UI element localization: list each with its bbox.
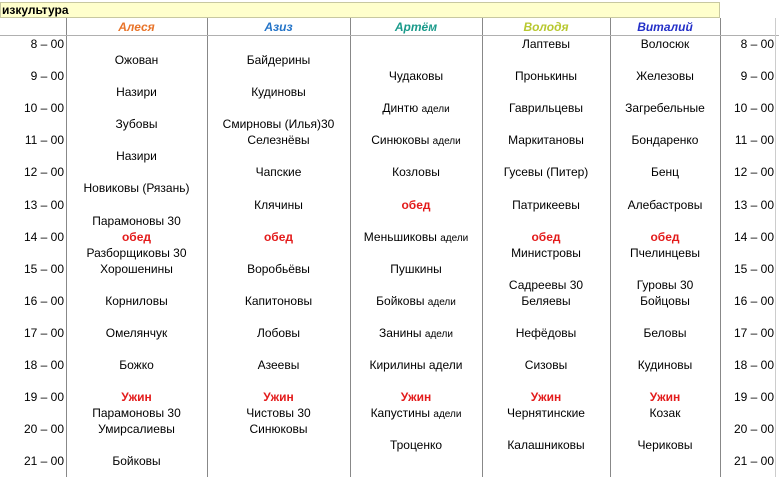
entry-name: Бондаренко xyxy=(631,133,699,148)
entry-name: Кудиновы xyxy=(251,85,306,100)
time-label-right[interactable]: 11 – 00 xyxy=(734,133,774,148)
schedule-entry[interactable] xyxy=(66,453,207,469)
entry-name: обед xyxy=(263,229,294,244)
entry-name: Бойковы xyxy=(112,454,161,469)
time-label-right[interactable]: 9 – 00 xyxy=(740,69,774,84)
schedule-entry[interactable] xyxy=(207,229,350,245)
entry-name: Парамоновы 30 xyxy=(92,406,181,421)
entry-name: обед xyxy=(531,229,561,244)
entry-name: Козловы xyxy=(392,165,440,180)
entry-note: адели xyxy=(421,104,450,116)
time-label[interactable]: 12 – 00 xyxy=(23,165,64,180)
time-label[interactable]: 20 – 00 xyxy=(23,422,64,437)
schedule-entry[interactable] xyxy=(482,405,610,421)
schedule-entry[interactable] xyxy=(207,405,350,421)
time-label-right[interactable]: 18 – 00 xyxy=(733,358,774,372)
entry-name: Гаврильцевы xyxy=(509,101,583,116)
entry-name: Пчелинцевы xyxy=(630,245,700,260)
entry-name: Синюковы xyxy=(249,422,308,437)
schedule-entry[interactable] xyxy=(610,437,720,453)
schedule-entry[interactable] xyxy=(482,229,610,245)
entry-name: Троценко xyxy=(389,438,443,453)
entry-name: Новиковы (Рязань) xyxy=(83,181,190,196)
entry-name: Занины xyxy=(379,325,422,340)
entry-name: Загребельные xyxy=(625,101,705,116)
schedule-entry[interactable] xyxy=(482,277,610,293)
schedule-entry[interactable] xyxy=(610,197,720,213)
entry-note: адели xyxy=(432,136,461,148)
column-header-4[interactable]: Володя xyxy=(523,20,569,34)
column-divider xyxy=(720,18,721,477)
entry-name: Сизовы xyxy=(524,358,568,372)
entry-note: адели xyxy=(427,296,456,308)
schedule-entry[interactable] xyxy=(610,325,720,341)
entry-name: Ужин xyxy=(530,390,562,405)
time-label-right[interactable]: 8 – 00 xyxy=(740,37,774,51)
schedule-entry[interactable] xyxy=(350,100,482,116)
schedule-entry[interactable] xyxy=(610,389,720,405)
schedule-entry[interactable] xyxy=(66,325,207,341)
schedule-entry[interactable] xyxy=(66,148,207,164)
time-label[interactable]: 19 – 00 xyxy=(23,390,64,405)
schedule-entry[interactable] xyxy=(610,293,720,309)
time-label[interactable]: 18 – 00 xyxy=(23,358,64,372)
schedule-entry[interactable] xyxy=(207,116,350,132)
entry-name: Нефёдовы xyxy=(515,325,577,340)
entry-name: Назири xyxy=(116,85,157,100)
time-label[interactable]: 11 – 00 xyxy=(24,133,64,148)
schedule-entry[interactable] xyxy=(350,197,482,213)
schedule-entry[interactable] xyxy=(482,245,610,261)
time-label[interactable]: 8 – 00 xyxy=(30,37,64,51)
entry-name: Азеевы xyxy=(257,358,300,372)
entry-name: Чапские xyxy=(255,165,302,180)
schedule-entry[interactable] xyxy=(66,213,207,229)
entry-name: Хорошенины xyxy=(100,261,173,276)
entry-name: Ожован xyxy=(114,53,159,68)
entry-name: Беляевы xyxy=(521,293,571,308)
schedule-entry[interactable] xyxy=(207,389,350,405)
schedule-entry[interactable] xyxy=(350,68,482,84)
time-label-right[interactable]: 13 – 00 xyxy=(733,197,774,212)
entry-name: Лобовы xyxy=(256,325,301,340)
entry-name: Назири xyxy=(116,149,157,164)
schedule-entry[interactable] xyxy=(66,245,207,261)
schedule-entry[interactable] xyxy=(610,357,720,373)
entry-name: Байдерины xyxy=(246,53,311,68)
schedule-entry[interactable] xyxy=(66,357,207,373)
schedule-entry[interactable] xyxy=(610,132,720,148)
schedule-entry[interactable] xyxy=(207,421,350,437)
entry-name: Ужин xyxy=(263,390,294,405)
schedule-entry[interactable] xyxy=(207,164,350,180)
schedule-entry[interactable] xyxy=(610,245,720,261)
schedule-entry[interactable] xyxy=(350,164,482,180)
column-divider xyxy=(775,18,776,477)
entry-name: Капитоновы xyxy=(244,293,313,308)
entry-name: Волосюк xyxy=(640,37,690,51)
schedule-entry[interactable] xyxy=(610,100,720,116)
time-label[interactable]: 10 – 00 xyxy=(23,101,64,116)
entry-name: Садреевы 30 xyxy=(508,277,584,292)
schedule-entry[interactable] xyxy=(350,389,482,405)
schedule-entry[interactable] xyxy=(482,100,610,116)
sheet-title[interactable]: изкультура xyxy=(0,2,720,18)
time-label[interactable]: 15 – 00 xyxy=(23,261,64,276)
entry-name: Маркитановы xyxy=(508,133,584,148)
entry-name: Бойковы xyxy=(376,293,425,308)
entry-name: Меньшиковы xyxy=(363,229,437,244)
entry-name: Чериковы xyxy=(637,438,693,453)
entry-name: Клячины xyxy=(254,197,303,212)
schedule-entry[interactable] xyxy=(350,261,482,277)
entry-name: Беловы xyxy=(643,325,687,340)
schedule-entry[interactable] xyxy=(482,36,610,52)
schedule-entry[interactable] xyxy=(610,164,720,180)
entry-name: Капустины xyxy=(370,406,431,421)
entry-name: Корниловы xyxy=(105,293,168,308)
schedule-entry[interactable] xyxy=(482,437,610,453)
entry-name: Ужин xyxy=(649,390,681,405)
time-label-right[interactable]: 10 – 00 xyxy=(733,101,774,116)
time-label-right[interactable]: 15 – 00 xyxy=(733,261,774,276)
schedule-entry[interactable] xyxy=(66,293,207,309)
entry-name: Пронькины xyxy=(514,69,578,84)
entry-name: Алебастровы xyxy=(627,197,703,212)
schedule-entry[interactable] xyxy=(482,197,610,213)
schedule-entry[interactable] xyxy=(66,405,207,421)
column-header-1[interactable]: Алеся xyxy=(118,20,155,34)
entry-name: Божко xyxy=(119,358,154,372)
schedule-entry[interactable] xyxy=(207,325,350,341)
entry-note: адели xyxy=(440,232,469,244)
schedule-entry[interactable] xyxy=(350,325,482,341)
time-label[interactable]: 16 – 00 xyxy=(23,293,64,308)
entry-name: Чудаковы xyxy=(388,69,444,84)
entry-name: Динтю xyxy=(382,101,419,116)
schedule-entry[interactable] xyxy=(482,132,610,148)
schedule-entry[interactable] xyxy=(350,229,482,245)
time-label-right[interactable]: 21 – 00 xyxy=(733,454,774,469)
entry-name: Патрикеевы xyxy=(512,197,580,212)
schedule-entry[interactable] xyxy=(610,68,720,84)
entry-name: Разборщиковы 30 xyxy=(86,245,187,260)
time-label-right[interactable]: 17 – 00 xyxy=(733,325,774,340)
entry-name: Кирилины адели xyxy=(369,358,463,372)
column-header-3[interactable]: Артём xyxy=(394,20,438,34)
schedule-entry[interactable] xyxy=(350,405,482,421)
time-label-right[interactable]: 16 – 00 xyxy=(733,293,774,308)
schedule-entry[interactable] xyxy=(66,84,207,100)
schedule-entry[interactable] xyxy=(207,293,350,309)
entry-name: Чистовы 30 xyxy=(246,406,311,421)
schedule-entry[interactable] xyxy=(66,229,207,245)
schedule-entry[interactable] xyxy=(350,132,482,148)
schedule-entry[interactable] xyxy=(207,197,350,213)
entry-name: Калашниковы xyxy=(507,438,585,453)
schedule-entry[interactable] xyxy=(66,116,207,132)
entry-name: Гусевы (Питер) xyxy=(503,165,589,180)
schedule-entry[interactable] xyxy=(207,84,350,100)
schedule-entry[interactable] xyxy=(350,293,482,309)
schedule-entry[interactable] xyxy=(207,132,350,148)
schedule-entry[interactable] xyxy=(66,52,207,68)
schedule-entry[interactable] xyxy=(610,36,720,52)
time-label-right[interactable]: 14 – 00 xyxy=(733,229,774,244)
entry-name: Воробьёвы xyxy=(247,261,310,276)
time-label[interactable]: 21 – 00 xyxy=(23,454,64,469)
column-header-5[interactable]: Виталий xyxy=(637,20,693,34)
schedule-entry[interactable] xyxy=(610,277,720,293)
time-label-right[interactable]: 19 – 00 xyxy=(733,390,774,405)
schedule-entry[interactable] xyxy=(610,405,720,421)
entry-name: Парамоновы 30 xyxy=(92,213,181,228)
entry-name: Ужин xyxy=(400,390,432,405)
schedule-entry[interactable] xyxy=(207,261,350,277)
schedule-entry[interactable] xyxy=(482,325,610,341)
entry-name: Гуровы 30 xyxy=(636,277,694,292)
time-label[interactable]: 13 – 00 xyxy=(23,197,64,212)
entry-name: Умирсалиевы xyxy=(98,422,175,437)
schedule-entry[interactable] xyxy=(207,357,350,373)
schedule-entry[interactable] xyxy=(482,389,610,405)
entry-name: обед xyxy=(121,229,152,244)
entry-name: Железовы xyxy=(636,69,694,84)
entry-name: Чернятинские xyxy=(507,406,585,421)
entry-name: Министровы xyxy=(511,245,581,260)
entry-name: Синюковы xyxy=(371,133,430,148)
entry-name: обед xyxy=(650,229,680,244)
schedule-entry[interactable] xyxy=(350,437,482,453)
entry-name: Бенц xyxy=(650,165,680,180)
entry-name: Лаптевы xyxy=(521,37,571,51)
schedule-entry[interactable] xyxy=(350,357,482,373)
entry-name: Селезнёвы xyxy=(247,133,310,148)
schedule-entry[interactable] xyxy=(610,229,720,245)
schedule-entry[interactable] xyxy=(66,389,207,405)
schedule-entry[interactable] xyxy=(66,261,207,277)
entry-note: адели xyxy=(424,328,453,340)
schedule-entry[interactable] xyxy=(482,357,610,373)
time-label-right[interactable]: 20 – 00 xyxy=(733,422,774,437)
entry-name: Пушкины xyxy=(390,261,442,276)
entry-name: Ужин xyxy=(121,390,152,405)
time-label[interactable]: 14 – 00 xyxy=(23,229,64,244)
schedule-entry[interactable] xyxy=(482,68,610,84)
schedule-entry[interactable] xyxy=(207,52,350,68)
entry-name: Кудиновы xyxy=(637,358,693,372)
entry-name: Козак xyxy=(649,406,681,421)
entry-name: обед xyxy=(401,197,431,212)
time-label[interactable]: 17 – 00 xyxy=(23,325,64,340)
entry-name: Бойцовы xyxy=(640,293,690,308)
time-label[interactable]: 9 – 00 xyxy=(30,69,64,84)
schedule-entry[interactable] xyxy=(66,180,207,196)
schedule-entry[interactable] xyxy=(482,293,610,309)
schedule-entry[interactable] xyxy=(482,164,610,180)
entry-name: Смирновы (Илья)30 xyxy=(222,117,335,132)
entry-note: адели xyxy=(433,409,462,421)
entry-name: Зубовы xyxy=(115,117,158,132)
schedule-entry[interactable] xyxy=(66,421,207,437)
entry-name: Омелянчук xyxy=(105,325,168,340)
column-header-2[interactable]: Азиз xyxy=(264,20,293,34)
time-label-right[interactable]: 12 – 00 xyxy=(733,165,774,180)
